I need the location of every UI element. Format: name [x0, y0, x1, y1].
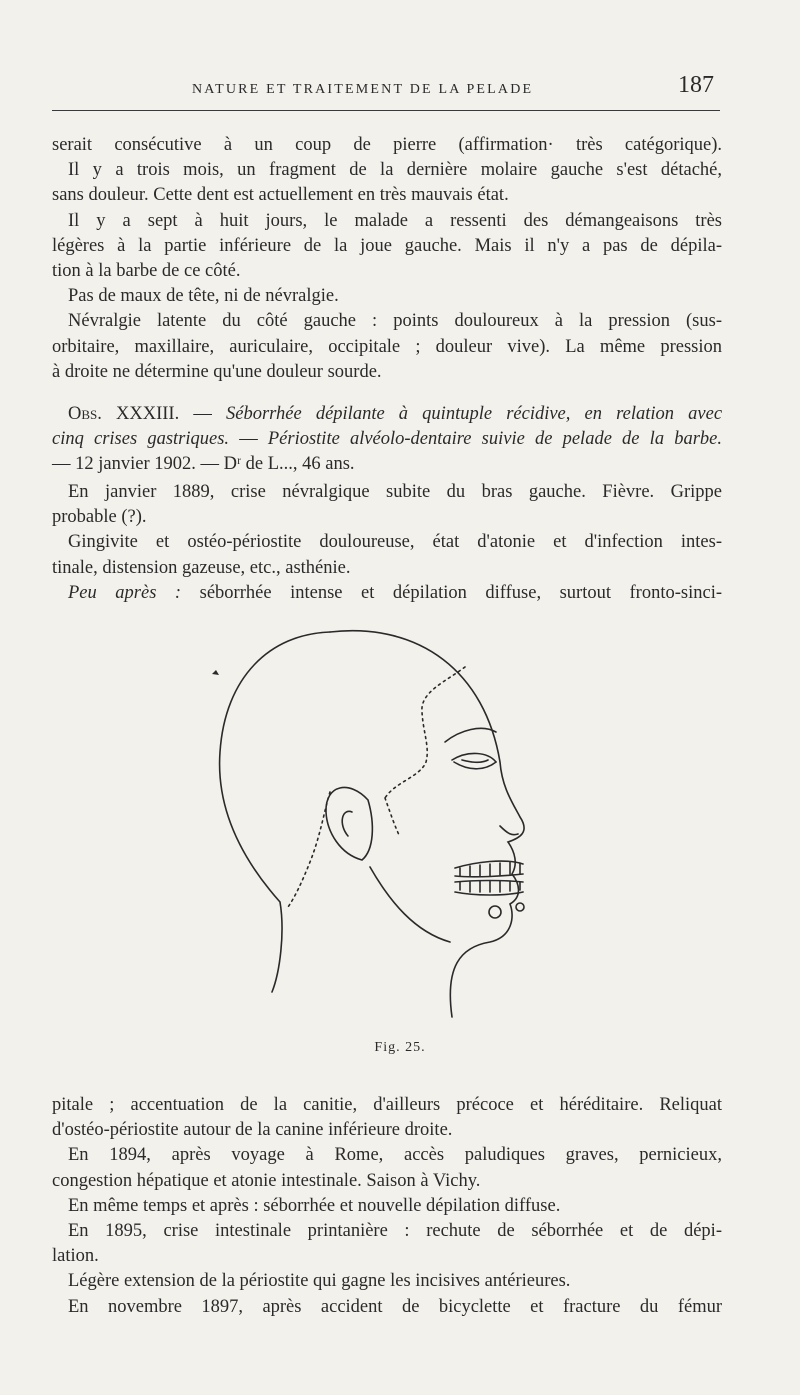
text-line: pitale ; accentuation de la canitie, d'ailleurs précoce et héréditaire. Reliquat — [52, 1095, 722, 1115]
text-line: d'ostéo-périostite autour de la canine inférieure droite. — [52, 1120, 453, 1141]
text-line: sans douleur. Cette dent est actuellement en très mauvais état. — [52, 185, 509, 206]
ink-mark — [212, 670, 219, 675]
obs-date-line: — 12 janvier 1902. — Dʳ de L..., 46 ans. — [52, 454, 355, 475]
text-line: tion à la barbe de ce côté. — [52, 260, 241, 281]
text-line: légères à la partie inférieure de la joue gauche. Mais il n'y a pas de dépila- — [52, 235, 722, 256]
obs-title-part: Séborrhée dépilante à quintuple récidive, en relation avec — [226, 404, 723, 424]
text-line: orbitaire, maxillaire, auriculaire, occipitale ; douleur vive). La même pression — [52, 336, 722, 357]
text-line: Névralgie latente du côté gauche : points douloureux à la pression (sus- — [68, 311, 722, 332]
text-line: lation. — [52, 1246, 99, 1267]
text-line: Pas de maux de tête, ni de névralgie. — [68, 286, 339, 307]
text-line: En 1894, après voyage à Rome, accès paludiques graves, pernicieux, — [68, 1145, 722, 1166]
paragraph-history-1889 — [52, 480, 722, 606]
running-title: NATURE ET TRAITEMENT DE LA PELADE — [192, 82, 534, 97]
dash: — — [193, 404, 212, 424]
text-line: En novembre 1897, après accident de bicyclette et fracture du fémur — [68, 1296, 722, 1317]
text-line: congestion hépatique et atonie intestinale. Saison à Vichy. — [52, 1170, 481, 1191]
figure-caption: Fig. 25. — [374, 1040, 426, 1055]
running-head — [52, 74, 720, 111]
text-line: serait consécutive à un coup de pierre (affirmation· très catégorique). — [52, 135, 722, 155]
text-line: probable (?). — [52, 507, 147, 528]
text-line: Gingivite et ostéo-périostite douloureuse, état d'atonie et d'infection intes- — [68, 532, 722, 553]
text-line: Il y a sept à huit jours, le malade a ressenti des démangeaisons très — [68, 210, 722, 231]
emphasis: Peu après : — [68, 582, 182, 603]
text-line: tinale, distension gazeuse, etc., asthénie. — [52, 557, 351, 578]
observation-heading — [52, 402, 722, 478]
obs-title-part: Périostite alvéolo-dentaire suivie de pelade de la barbe. — [267, 429, 723, 450]
obs-title-part: cinq crises gastriques. — [52, 429, 230, 450]
text-line: En janvier 1889, crise névralgique subite du bras gauche. Fièvre. Grippe — [68, 482, 722, 502]
text-line: Peu après : séborrhée intense et dépilation diffuse, surtout fronto-sinci- — [68, 582, 722, 603]
text-line: En 1895, crise intestinale printanière : rechute de séborrhée et de dépi- — [68, 1220, 722, 1241]
paragraph-continuation — [52, 1093, 722, 1320]
text-line: Il y a trois mois, un fragment de la dernière molaire gauche s'est détaché, — [68, 160, 722, 181]
paragraph-case-history — [52, 133, 722, 385]
page-number: 187 — [678, 72, 714, 98]
head-profile-illustration — [190, 612, 570, 1032]
text-line: à droite ne détermine qu'une douleur sourde. — [52, 361, 382, 382]
dash: — — [239, 429, 258, 450]
text-line: Légère extension de la périostite qui gagne les incisives antérieures. — [68, 1271, 571, 1292]
text-line: En même temps et après : séborrhée et nouvelle dépilation diffuse. — [68, 1195, 561, 1216]
head-profile-drawing — [190, 612, 570, 1032]
obs-label: Obs. XXXIII. — [68, 404, 180, 424]
